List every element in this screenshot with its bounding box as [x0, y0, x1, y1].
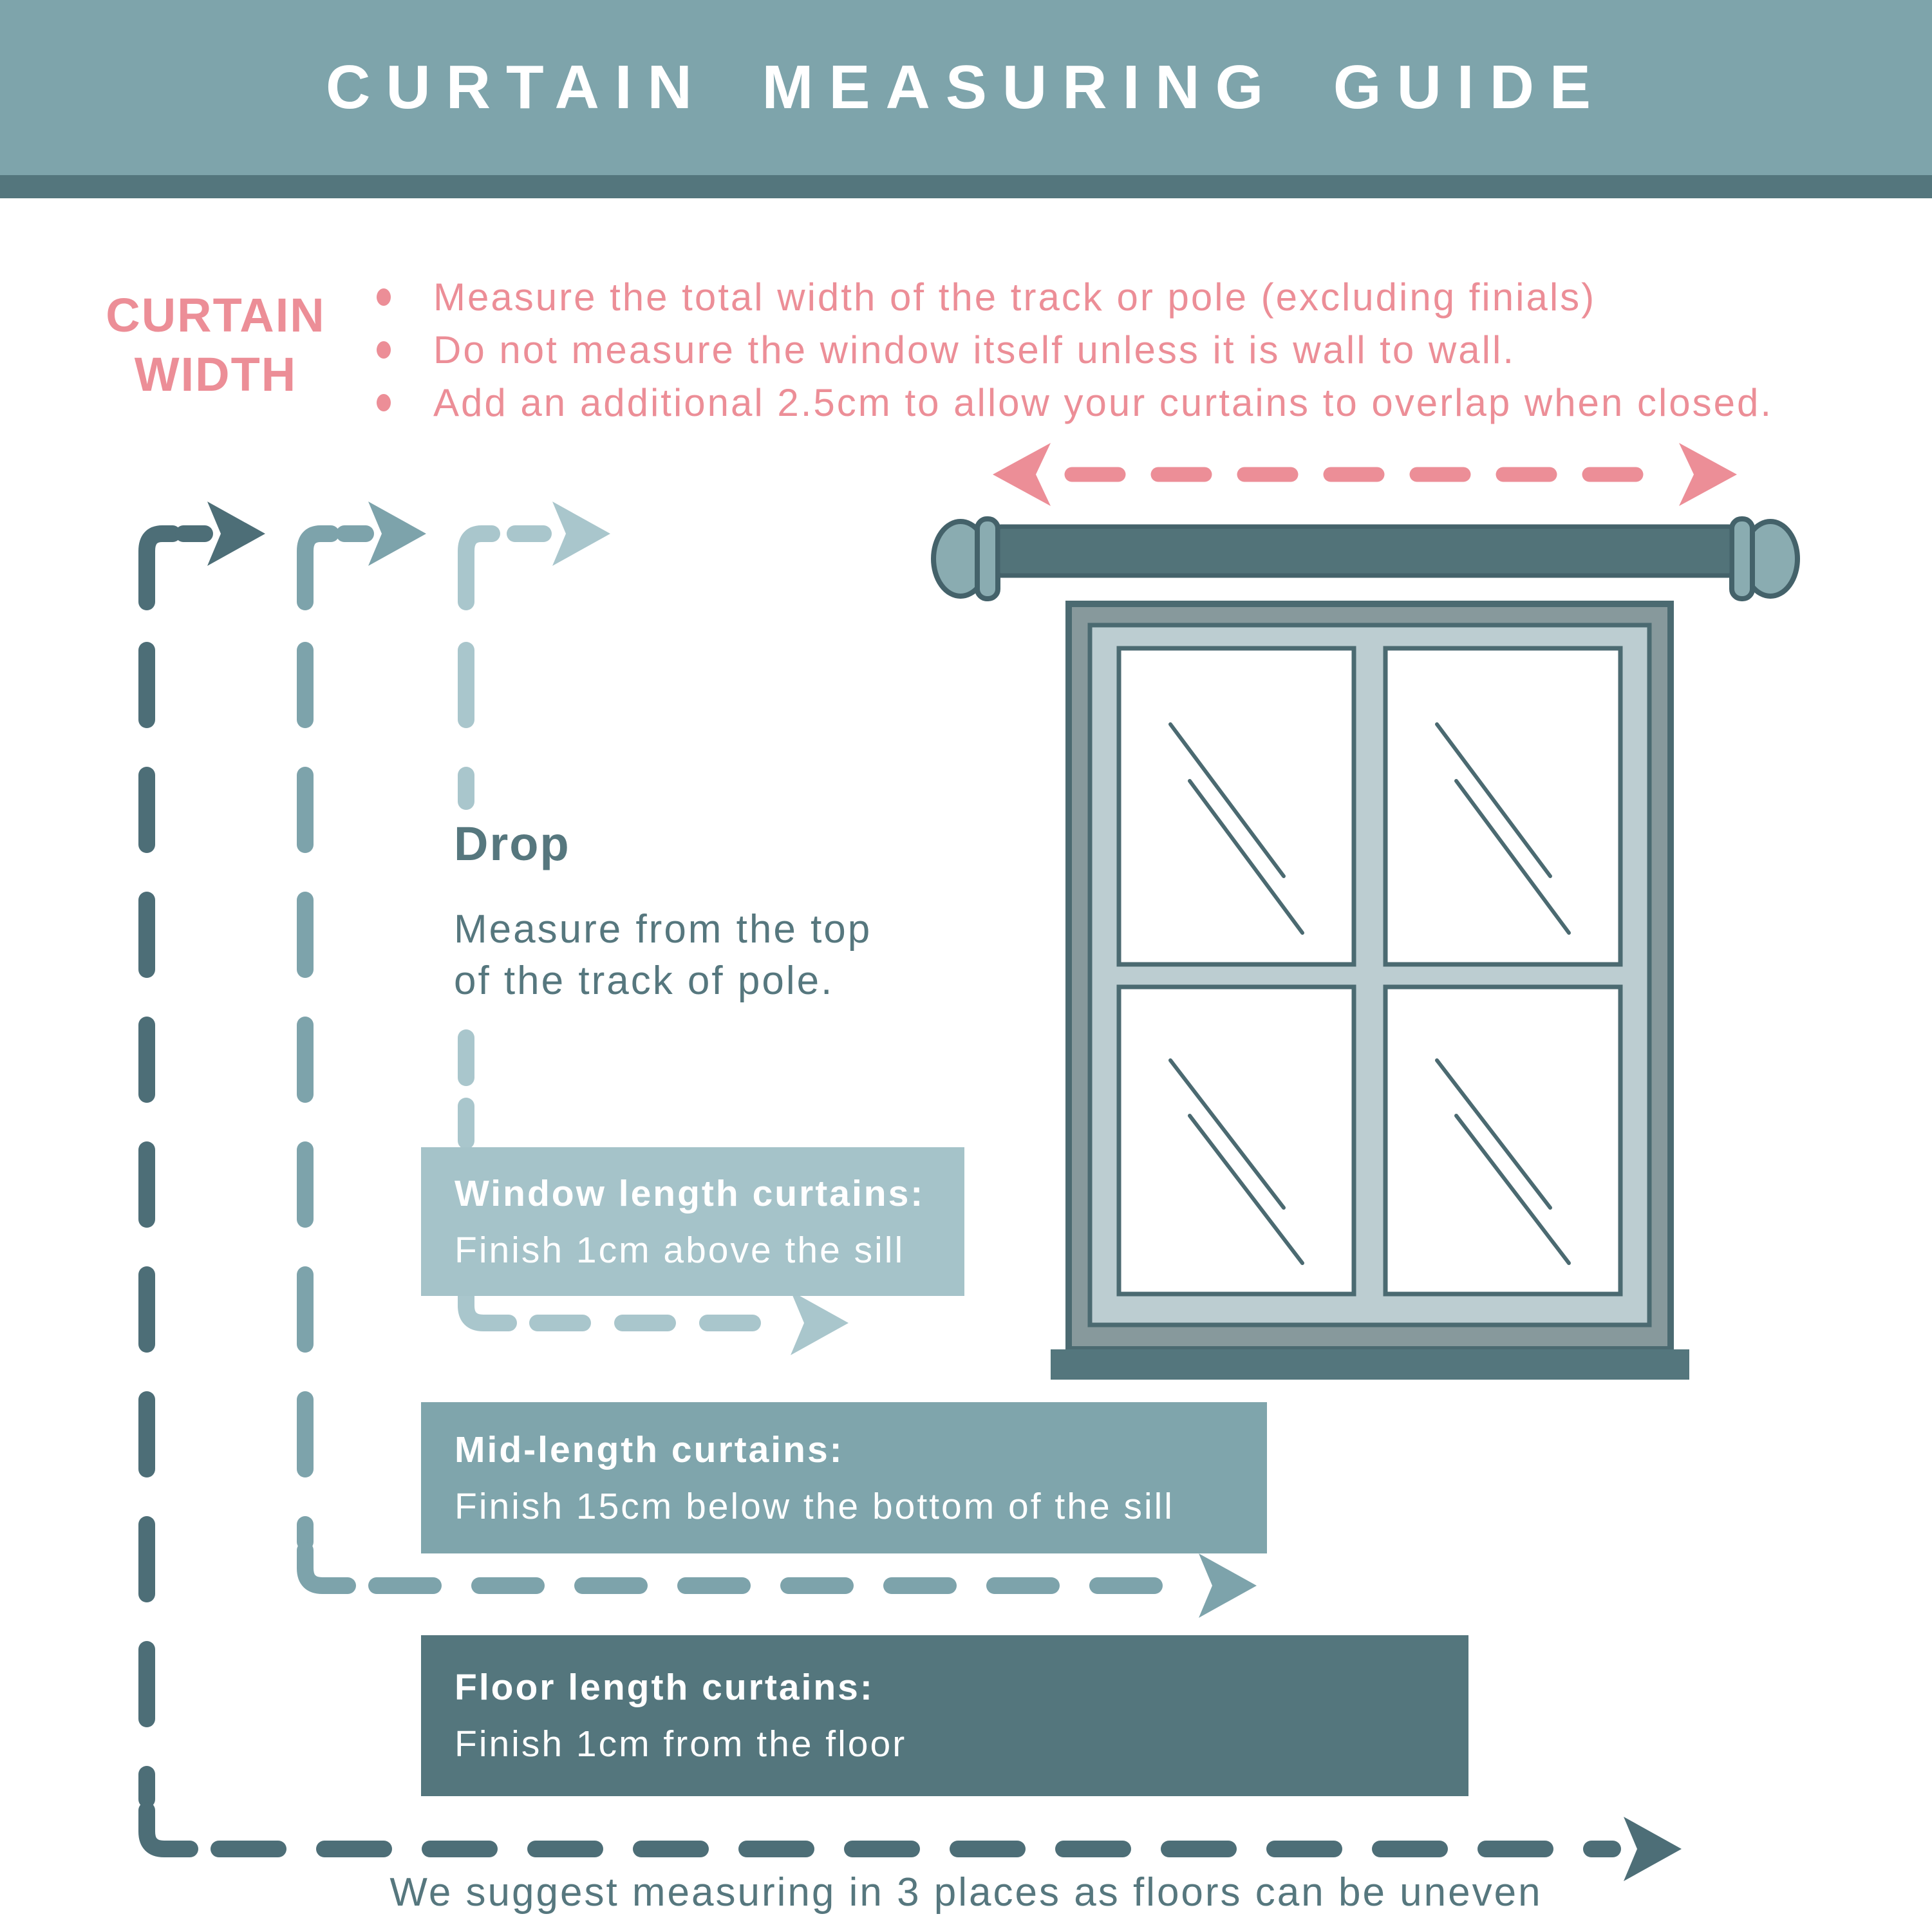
- drop-heading: Drop: [454, 817, 570, 870]
- drop-description: [454, 904, 872, 1007]
- curtain-pole: [933, 519, 1797, 599]
- width-measure-arrow-icon: [993, 443, 1737, 506]
- window-length-title: Window length curtains:: [455, 1172, 925, 1214]
- bullet-text: Do not measure the window itself unless it is wall to wall.: [433, 328, 1515, 371]
- mid-length-detail: Finish 15cm below the bottom of the sill: [455, 1485, 1174, 1527]
- floor-length-detail: Finish 1cm from the floor: [455, 1723, 907, 1765]
- window-pane-bottom-right: [1385, 987, 1620, 1294]
- window-length-detail: Finish 1cm above the sill: [455, 1229, 905, 1271]
- pole-bar: [998, 527, 1732, 576]
- window-illustration: [1051, 604, 1689, 1380]
- window-pane-bottom-left: [1119, 987, 1354, 1294]
- window-length-box: [421, 1147, 964, 1296]
- bullet-text: Add an additional 2.5cm to allow your curtains to overlap when closed.: [433, 380, 1774, 424]
- window-pane-top-left: [1119, 648, 1354, 964]
- floor-length-title: Floor length curtains:: [455, 1667, 874, 1708]
- bullet-text: Measure the total width of the track or pole (excluding finials): [433, 275, 1597, 319]
- window-sill: [1051, 1349, 1689, 1380]
- curtain-width-label-line2: WIDTH: [134, 348, 297, 401]
- drop-description-line2: of the track of pole.: [454, 959, 834, 1003]
- drop-description-line1: Measure from the top: [454, 907, 872, 952]
- mid-length-box: [421, 1402, 1267, 1553]
- curtain-width-label-line1: CURTAIN: [106, 288, 326, 342]
- footer-note: We suggest measuring in 3 places as floors can be uneven: [389, 1870, 1543, 1915]
- mid-length-title: Mid-length curtains:: [455, 1429, 844, 1470]
- page-title: CURTAIN MEASURING GUIDE: [326, 53, 1606, 122]
- window-pane-top-right: [1385, 648, 1620, 964]
- floor-length-box: [421, 1635, 1468, 1796]
- pole-connector-left: [977, 519, 998, 599]
- pole-connector-right: [1732, 519, 1752, 599]
